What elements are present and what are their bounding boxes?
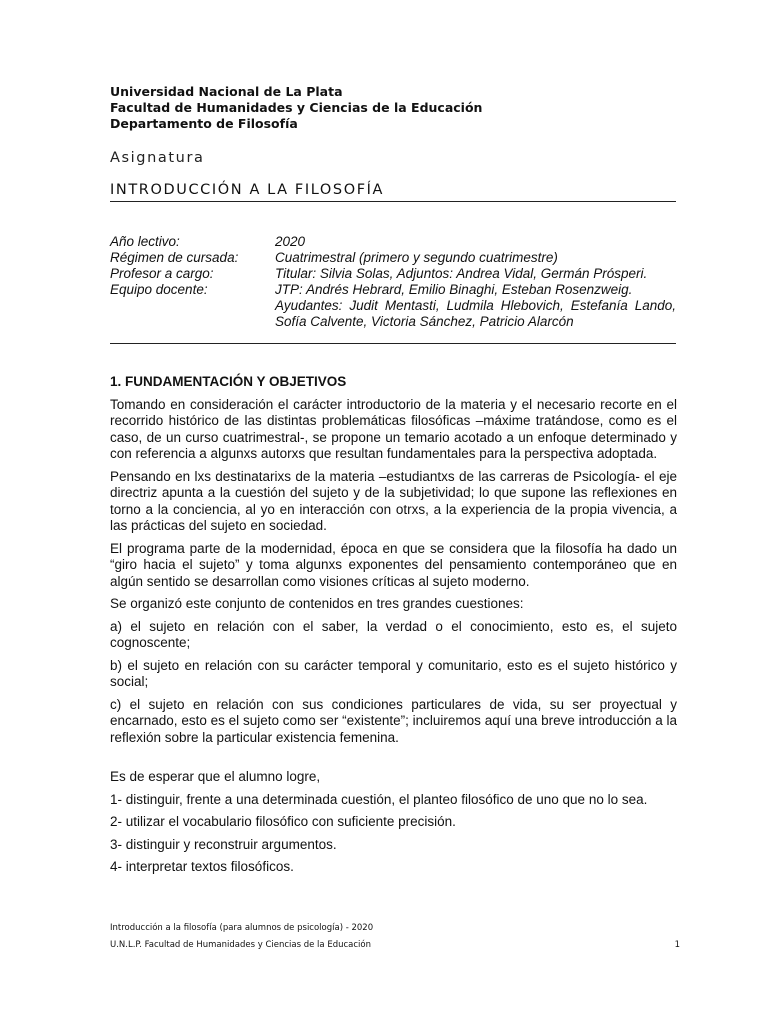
institution-header	[110, 84, 482, 132]
regime-label: Régimen de cursada:	[110, 250, 239, 265]
year-value: 2020	[275, 234, 306, 249]
list-item: a) el sujeto en relación con el saber, la verdad o el conocimiento, esto es, el sujeto cognoscente;	[110, 618, 677, 650]
paragraph: Pensando en lxs destinatarixs de la materia –estudiantxs de las carreras de Psicología- el eje directriz apunta a la cuestión del sujeto y de la subjetividad; lo que supone las reflexiones en torno a la conciencia, al yo en interacción con otrxs, a la experiencia de la propia vivencia, a las prácticas del sujeto en sociedad.	[110, 468, 677, 533]
faculty-name: Facultad de Humanidades y Ciencias de la Educación	[110, 100, 483, 115]
professor-label: Profesor a cargo:	[110, 266, 214, 281]
title-divider	[110, 201, 676, 202]
list-item: c) el sujeto en relación con sus condiciones particulares de vida, su ser proyectual y encarnado, esto es el sujeto como ser “existente”; incluiremos aquí una breve introducción a la reflexión sobre la particular existencia femenina.	[110, 696, 677, 745]
meta-row-team	[110, 282, 676, 298]
year-label: Año lectivo:	[110, 234, 180, 249]
section-heading: 1. FUNDAMENTACIÓN Y OBJETIVOS	[110, 374, 347, 389]
professor-value: Titular: Silvia Solas, Adjuntos: Andrea Vidal, Germán Prósperi.	[275, 266, 648, 281]
objective-item: 3- distinguir y reconstruir argumentos.	[110, 836, 337, 852]
paragraph: Tomando en consideración el carácter introductorio de la materia y el necesario recorte en el recorrido histórico de las distintas problemáticas filosóficas –máxime tratándose, como es el caso, de un curso cuatrimestral-, se propone un temario acotado a un enfoque determinado y con referencia a algunxs autorxs que resultan fundamentales para la perspectiva adoptada.	[110, 396, 677, 461]
university-name: Universidad Nacional de La Plata	[110, 84, 343, 99]
section-fundamentacion	[110, 374, 677, 882]
subject-label: Asignatura	[110, 150, 205, 166]
paragraph: El programa parte de la modernidad, época en que se considera que la filosofía ha dado un “giro hacia el sujeto” y toma algunxs exponentes del pensamiento contemporáneo que en algún sentido se desarrollan como visiones críticas al sujeto moderno.	[110, 540, 677, 589]
list-item: b) el sujeto en relación con su carácter temporal y comunitario, esto es el sujeto histórico y social;	[110, 657, 677, 689]
objective-item: 2- utilizar el vocabulario filosófico con suficiente precisión.	[110, 814, 456, 829]
paragraph: Se organizó este conjunto de contenidos en tres grandes cuestiones:	[110, 596, 524, 611]
team-jtp: JTP: Andrés Hebrard, Emilio Binaghi, Esteban Rosenzweig.	[275, 282, 633, 297]
course-title: INTRODUCCIÓN A LA FILOSOFÍA	[110, 182, 385, 198]
department-name: Departamento de Filosofía	[110, 116, 298, 131]
footer-course-line: Introducción a la filosofía (para alumnos de psicología) - 2020	[110, 923, 374, 933]
page-number: 1	[674, 940, 680, 950]
objectives-intro: Es de esperar que el alumno logre,	[110, 769, 321, 784]
objective-item: 4- interpretar textos filosóficos.	[110, 859, 294, 874]
page-footer	[110, 920, 680, 954]
regime-value: Cuatrimestral (primero y segundo cuatrimestre)	[275, 250, 558, 265]
objective-item: 1- distinguir, frente a una determinada cuestión, el planteo filosófico de uno que no lo sea.	[110, 791, 648, 807]
team-label: Equipo docente:	[110, 282, 208, 297]
meta-row-year	[110, 234, 676, 250]
meta-row-professor	[110, 266, 676, 282]
team-assistants: Ayudantes: Judit Mentasti, Ludmila Hlebovich, Estefanía Lando, Sofía Calvente, Victoria Sánchez, Patricio Alarcón	[275, 298, 676, 329]
footer-institution-line: U.N.L.P. Facultad de Humanidades y Ciencias de la Educación	[110, 940, 371, 950]
metadata-divider	[110, 343, 676, 344]
meta-row-regime	[110, 250, 676, 266]
meta-row-assistants	[110, 298, 676, 330]
course-metadata	[110, 234, 676, 330]
